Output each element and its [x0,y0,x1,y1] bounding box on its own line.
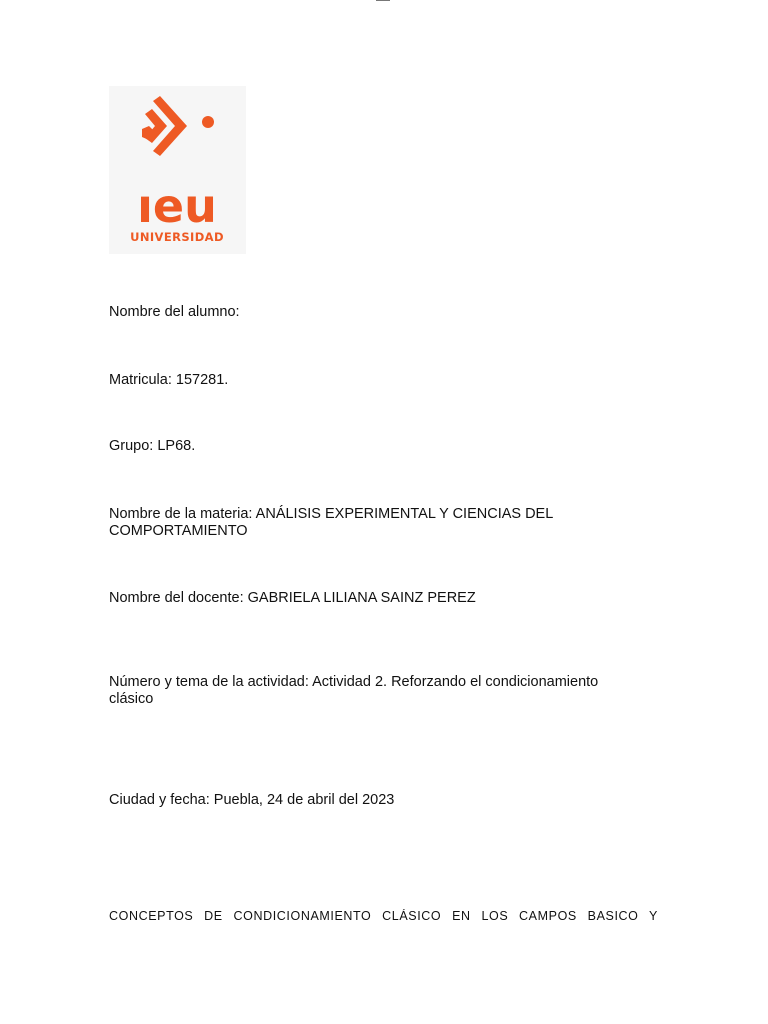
page-top-marker [376,0,390,1]
group-line: Grupo: LP68. [109,438,196,454]
logo-subtitle: UNIVERSIDAD [130,230,224,244]
subject-line-1: Nombre de la materia: ANÁLISIS EXPERIMENTAL Y CIENCIAS DEL [109,506,554,522]
ieu-logo-graphic [109,86,246,254]
document-title: CONCEPTOS DE CONDICIONAMIENTO CLÁSICO EN LOS CAMPOS BASICO Y [109,909,658,923]
activity-line-2: clásico [109,691,154,707]
logo-wordmark: ıeu [137,179,217,233]
logo-dot [202,116,214,128]
ieu-universidad-logo [109,86,246,254]
subject-line-2: COMPORTAMIENTO [109,523,248,539]
activity-line-1: Número y tema de la actividad: Actividad 2. Reforzando el condicionamiento [109,674,599,690]
enrollment-line: Matricula: 157281. [109,372,229,388]
city-date-line: Ciudad y fecha: Puebla, 24 de abril del 2023 [109,792,395,808]
teacher-line: Nombre del docente: GABRIELA LILIANA SAINZ PEREZ [109,590,476,606]
student-name-line: Nombre del alumno: [109,304,240,320]
